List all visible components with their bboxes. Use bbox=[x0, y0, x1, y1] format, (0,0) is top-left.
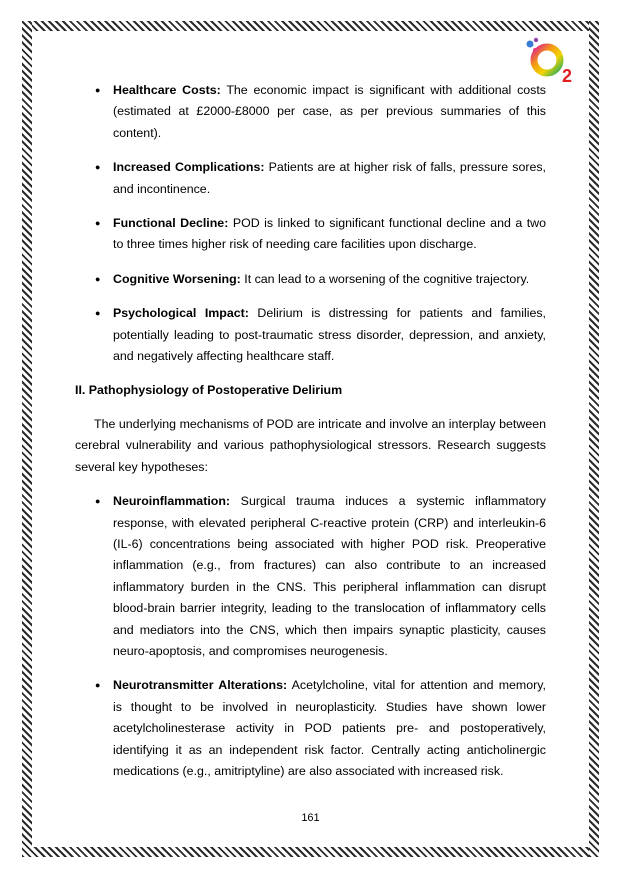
list-item: ● Neuroinflammation: Surgical trauma induces a systemic inflammatory response, with elevated peripheral C-reactive protein (CRP) and interleukin-6 (IL-6) concentrations being associated with higher POD risk. Preoperative inflammation (e.g., from fractures) can also contribute to an increased inflammatory burden in the CNS. This peripheral inflammation can disrupt blood-brain barrier integrity, leading to the translocation of inflammatory cells and mediators into the CNS, which then impairs synaptic plasticity, causes neuro-apoptosis, and compromises neurogenesis. bbox=[75, 491, 546, 662]
list-item: ● Cognitive Worsening: It can lead to a worsening of the cognitive trajectory. bbox=[75, 269, 546, 290]
logo-dot-blue bbox=[527, 41, 534, 48]
document-body bbox=[75, 80, 546, 782]
consequences-list bbox=[75, 80, 546, 367]
border-bottom bbox=[22, 847, 599, 857]
logo-letter-o bbox=[534, 47, 560, 73]
section-heading: II. Pathophysiology of Postoperative Delirium bbox=[75, 383, 343, 398]
page-number: 161 bbox=[301, 812, 320, 824]
list-item: ● Increased Complications: Patients are at higher risk of falls, pressure sores, and incontinence. bbox=[75, 157, 546, 200]
border-top bbox=[22, 21, 599, 31]
logo-subscript: 2 bbox=[562, 66, 573, 86]
list-item: ● Functional Decline: POD is linked to significant functional decline and a two to three times higher risk of needing care facilities upon discharge. bbox=[75, 213, 546, 256]
list-item: ● Psychological Impact: Delirium is distressing for patients and families, potentially leading to post-traumatic stress disorder, depression, and anxiety, and negatively affecting healthcare staff. bbox=[75, 303, 546, 367]
list-item: ● Healthcare Costs: The economic impact is significant with additional costs (estimated at £2000-£8000 per case, as per previous summaries of this content). bbox=[75, 80, 546, 144]
list-item: ● Neurotransmitter Alterations: Acetylcholine, vital for attention and memory, is thought to be involved in neuroplasticity. Studies have shown lower acetylcholinesterase activity in POD patients pre- and postoperatively, identifying it as an independent risk factor. Centrally acting anticholinergic medications (e.g., amitriptyline) are also associated with increased risk. bbox=[75, 675, 546, 782]
logo-dot-purple bbox=[534, 38, 538, 42]
hypotheses-list bbox=[75, 491, 546, 782]
border-right bbox=[589, 21, 599, 857]
section-intro: The underlying mechanisms of POD are intricate and involve an interplay between cerebral vulnerability and various pathophysiological stressors. Research suggests several key hypotheses: bbox=[75, 416, 546, 474]
border-left bbox=[22, 21, 32, 857]
